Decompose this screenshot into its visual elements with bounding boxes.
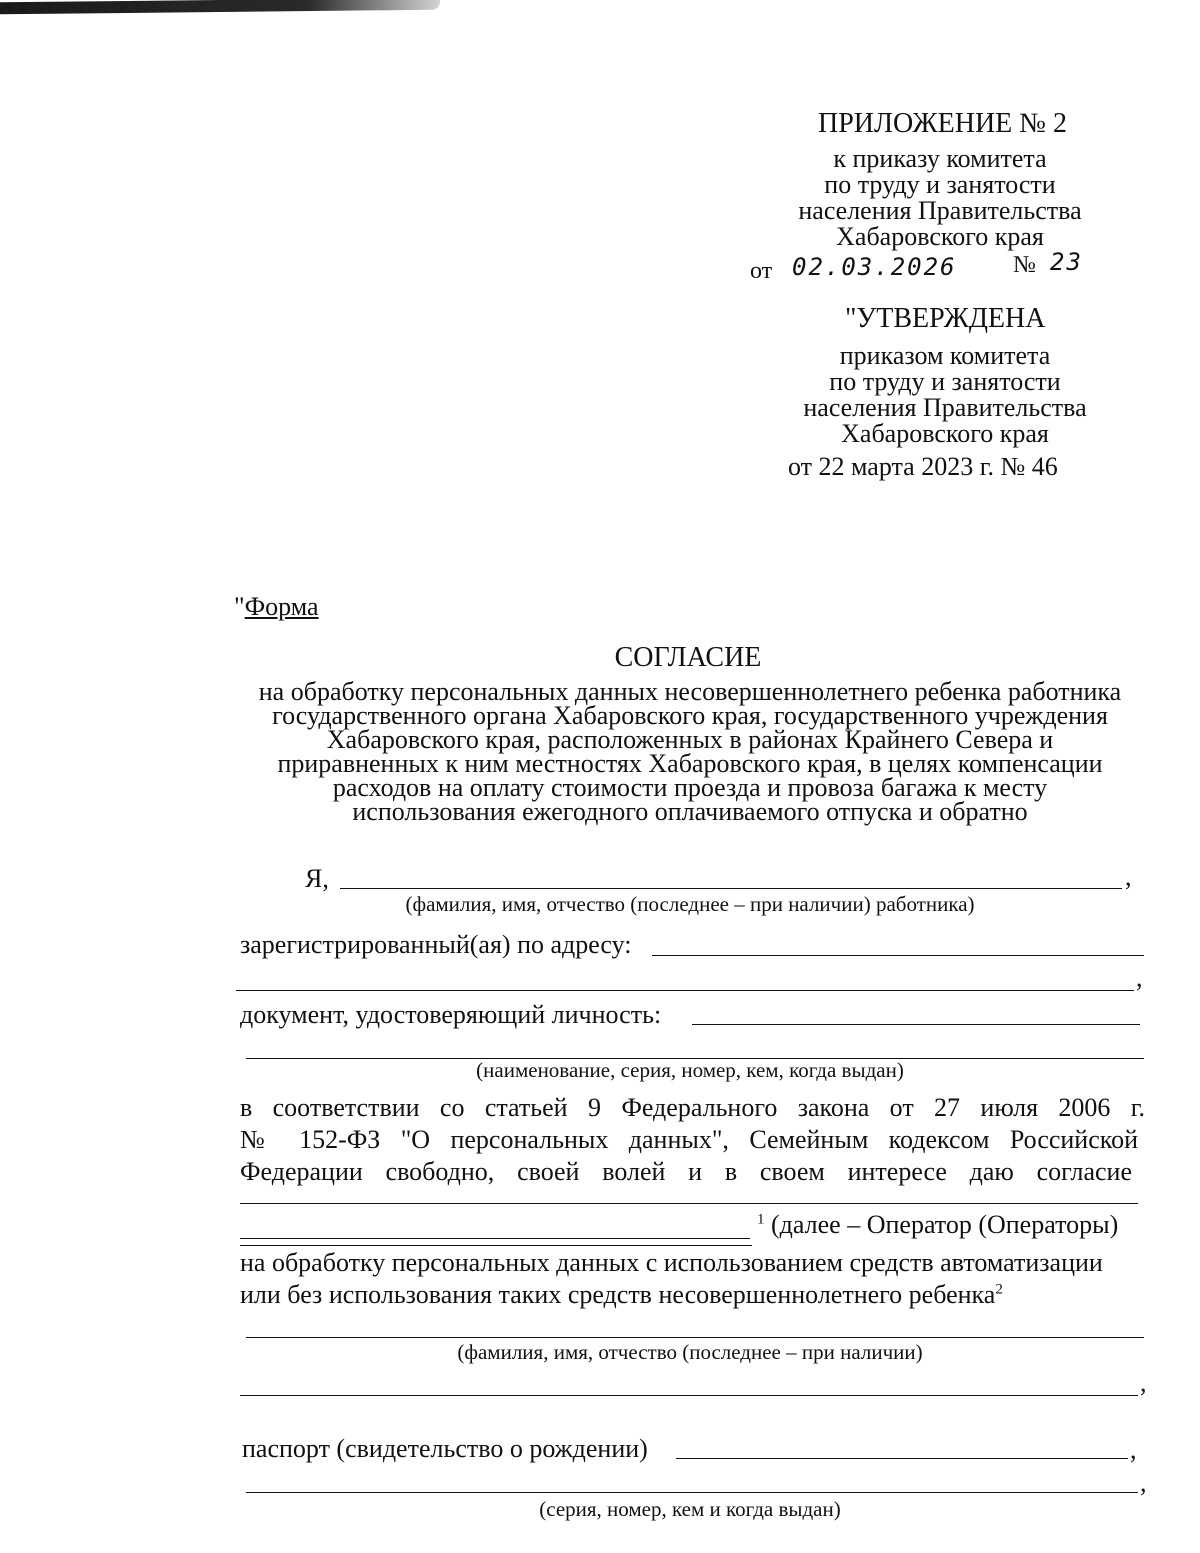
comma: , [1140, 1368, 1147, 1397]
footnote-1-marker: 1 [757, 1211, 765, 1228]
order-prefix: от [750, 258, 773, 284]
consent-line: Федерации свободно, своей волей и в своем интересе даю согласие [240, 1157, 1132, 1186]
order-date-handwritten: 02.03.2026 [792, 253, 957, 281]
id-document-field-1[interactable] [692, 1024, 1140, 1025]
employee-name-field[interactable] [340, 888, 1122, 889]
subtitle-line: расходов на оплату стоимости проезда и провоза багажа к месту [332, 773, 1048, 802]
form-label [234, 592, 319, 622]
appendix-lines [780, 146, 1100, 250]
approved-line: населения Правительства [803, 393, 1087, 422]
subtitle-line: государственного органа Хабаровского края, государственного учреждения [272, 701, 1108, 730]
address-label: зарегистрированный(ая) по адресу: [240, 930, 632, 959]
processing-line [240, 1280, 1003, 1310]
appendix-line: по труду и занятости [824, 170, 1056, 199]
passport-hint: (серия, номер, кем и когда выдан) [539, 1497, 841, 1521]
id-document-label: документ, удостоверяющий личность: [240, 1000, 662, 1029]
approved-line: по труду и занятости [829, 367, 1061, 396]
address-field-1[interactable] [652, 955, 1144, 956]
subtitle-line: использования ежегодного оплачиваемого отпуска и обратно [352, 797, 1028, 826]
subtitle-line: приравненных к ним местностях Хабаровского края, в целях компенсации [277, 749, 1103, 778]
appendix-title: ПРИЛОЖЕНИЕ № 2 [818, 108, 1067, 139]
passport-label: паспорт (свидетельство о рождении) [242, 1434, 648, 1463]
consent-line: № 152-ФЗ "О персональных данных", Семейным кодексом Российской [240, 1125, 1138, 1154]
consent-line: в соответствии со статьей 9 Федерального закона от 27 июля 2006 г. [240, 1093, 1145, 1122]
ya-label: Я, [305, 864, 329, 893]
child-name-field-1[interactable] [246, 1337, 1144, 1338]
appendix-line: населения Правительства [798, 196, 1082, 225]
form-label-text: Форма [244, 592, 319, 621]
subtitle-line: Хабаровского края, расположенных в районах Крайнего Севера и [326, 725, 1054, 754]
comma: , [1125, 862, 1132, 891]
scan-edge-mark [0, 0, 440, 14]
approved-line: приказом комитета [839, 341, 1051, 370]
operator-text: (далее – Оператор (Операторы) [771, 1210, 1119, 1239]
processing-line: на обработку персональных данных с использованием средств автоматизации [240, 1248, 1103, 1277]
passport-field-2[interactable] [246, 1492, 1138, 1493]
operator-field-2[interactable] [240, 1238, 750, 1239]
approved-reference: от 22 марта 2023 г. № 46 [788, 452, 1058, 481]
document-title: СОГЛАСИЕ [614, 642, 762, 673]
id-document-hint: (наименование, серия, номер, кем, когда выдан) [476, 1058, 904, 1082]
passport-field-1[interactable] [676, 1458, 1128, 1459]
footnote-2-marker: 2 [995, 1281, 1003, 1298]
order-number-label: № [1013, 252, 1036, 278]
operator-field-1[interactable] [240, 1203, 1138, 1204]
operator-field-2-underline [240, 1245, 752, 1246]
document-subtitle [230, 677, 1150, 826]
comma: , [1140, 1468, 1147, 1497]
address-field-2[interactable] [236, 990, 1134, 991]
comma: , [1130, 1435, 1137, 1464]
employee-name-hint: (фамилия, имя, отчество (последнее – при наличии) работника) [405, 892, 975, 916]
subtitle-line: на обработку персональных данных несовершеннолетнего ребенка работника [258, 677, 1122, 706]
child-name-field-2[interactable] [240, 1395, 1138, 1396]
approved-lines [785, 343, 1105, 447]
processing-text: или без использования таких средств несовершеннолетнего ребенка [240, 1280, 996, 1309]
comma: , [1136, 963, 1143, 992]
order-number-handwritten: 23 [1050, 248, 1083, 276]
appendix-line: к приказу комитета [833, 144, 1047, 173]
approved-line: Хабаровского края [841, 419, 1049, 448]
appendix-line: Хабаровского края [836, 222, 1044, 251]
operator-note [757, 1210, 1118, 1240]
child-name-hint: (фамилия, имя, отчество (последнее – при наличии) [457, 1340, 923, 1364]
form-label-quote: " [234, 592, 245, 621]
approved-title: "УТВЕРЖДЕНА [845, 303, 1046, 334]
